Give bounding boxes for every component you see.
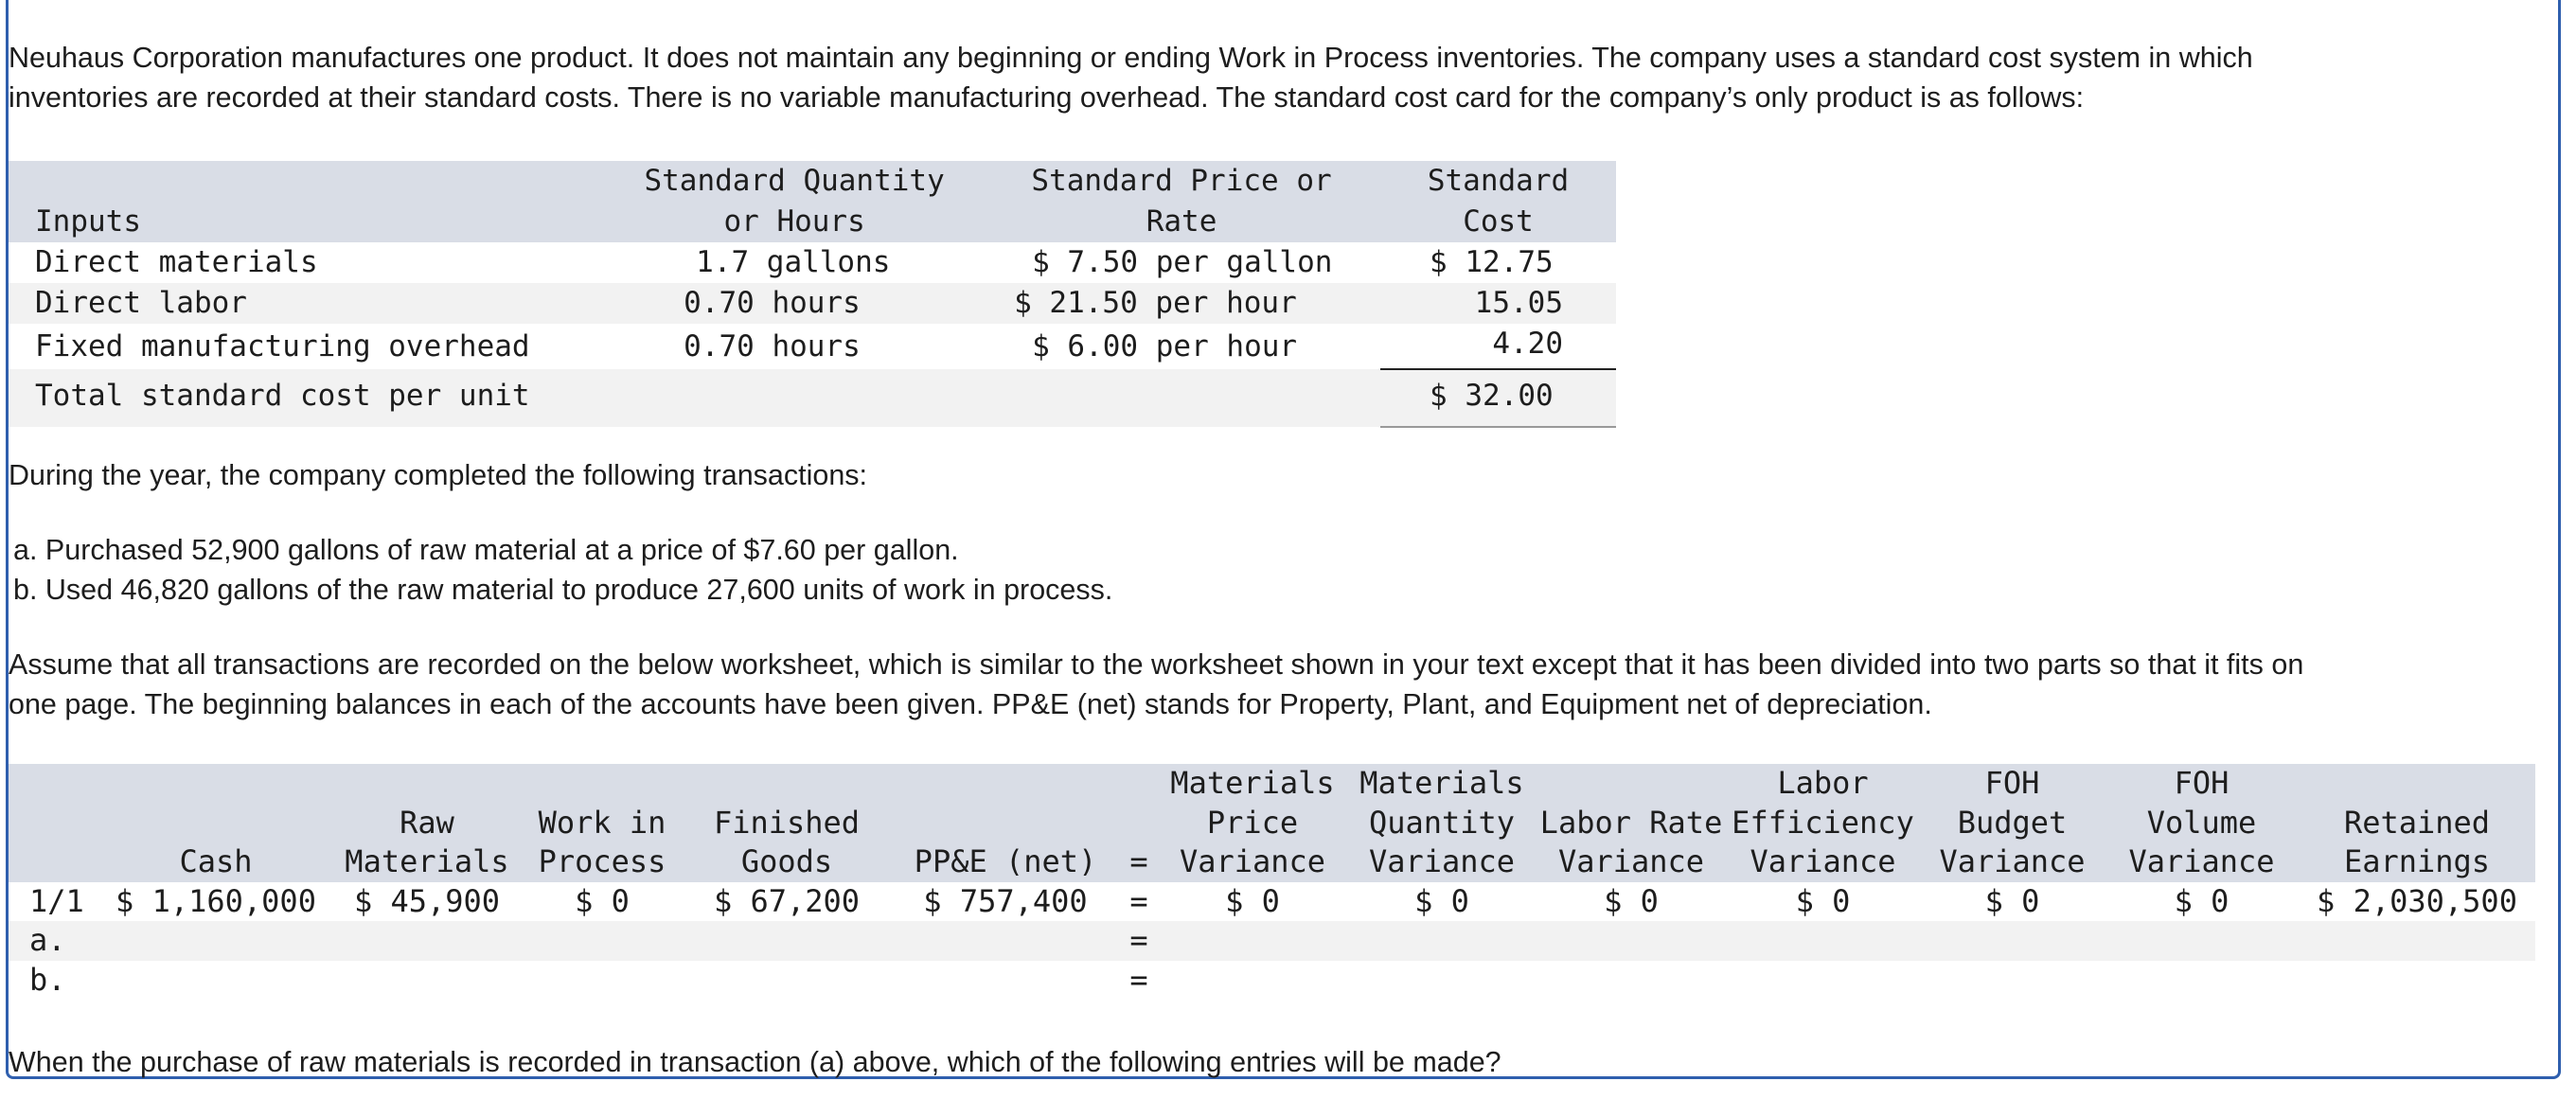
total-empty-qty xyxy=(606,369,983,427)
row-label: a. xyxy=(29,922,66,958)
header-foh-budget-variance xyxy=(1920,764,2105,882)
header-line: FOH xyxy=(1984,765,2040,801)
cell-work-in-process xyxy=(522,921,683,961)
cost-row-direct-materials xyxy=(9,242,1616,283)
cost-row-input: Direct labor xyxy=(35,286,247,320)
header-equals xyxy=(1120,764,1158,882)
header-line: Variance xyxy=(1557,843,1705,879)
header-foh-volume-variance xyxy=(2105,764,2299,882)
cost-row-price: $ 21.50 per hour xyxy=(1014,286,1297,320)
header-line: Labor Rate xyxy=(1539,804,1723,841)
header-line: Price xyxy=(1206,804,1299,841)
cost-row-cost: 4.20 xyxy=(1492,327,1563,361)
header-line: Variance xyxy=(1179,843,1326,879)
standard-cost-card-table xyxy=(9,161,1616,428)
header-inputs: Inputs xyxy=(35,204,141,239)
cell-equals: = xyxy=(1129,922,1148,958)
cell-labor-rate-variance xyxy=(1537,921,1726,961)
header-line: Labor xyxy=(1777,765,1869,801)
cell-work-in-process: $ 0 xyxy=(575,882,630,919)
total-cost: $ 32.00 xyxy=(1380,369,1616,427)
header-standard-price: Standard Price or Rate xyxy=(1031,164,1332,239)
cell-equals: = xyxy=(1129,882,1148,919)
header-standard-cost: Standard Cost xyxy=(1427,164,1570,239)
cell-materials-price-variance xyxy=(1158,921,1347,961)
cost-row-price: $ 6.00 per hour xyxy=(1032,328,1298,363)
cell-materials-quantity-variance xyxy=(1347,921,1537,961)
cell-ppe-net: $ 757,400 xyxy=(923,882,1088,919)
header-line: Process xyxy=(538,843,666,879)
header-line: Goods xyxy=(740,843,833,879)
cost-row-cost: 15.05 xyxy=(1474,286,1563,320)
question-text: When the purchase of raw materials is recorded in transaction (a) above, which of the following entries will be made? xyxy=(9,1046,1501,1078)
header-line: Variance xyxy=(1750,843,1896,879)
cell-raw-materials xyxy=(332,921,522,961)
total-label: Total standard cost per unit xyxy=(35,379,530,413)
total-empty-price xyxy=(983,369,1380,427)
header-line: Finished xyxy=(713,804,861,841)
worksheet-row xyxy=(9,961,2535,1001)
cell-finished-goods xyxy=(683,921,891,961)
assume-paragraph xyxy=(9,645,2303,724)
cell-cash: $ 1,160,000 xyxy=(115,882,316,919)
cell-foh-budget-variance xyxy=(1920,961,2105,1001)
transaction-a: a. Purchased 52,900 gallons of raw material at a price of $7.60 per gallon. xyxy=(13,534,959,566)
cost-row-qty: 1.7 gallons xyxy=(696,245,891,279)
header-line: Retained xyxy=(2343,804,2491,841)
intro-line-2: inventories are recorded at their standard costs. There is no variable manufacturing overhead. The standard cost card for the company’s only product is as follows: xyxy=(9,81,2085,114)
header-finished-goods xyxy=(683,764,891,882)
cell-materials-quantity-variance xyxy=(1347,961,1537,1001)
cost-row-fixed-overhead xyxy=(9,324,1616,369)
cell-ppe-net xyxy=(891,921,1120,961)
cell-finished-goods: $ 67,200 xyxy=(713,882,861,919)
cost-row-direct-labor xyxy=(9,283,1616,324)
cell-materials-price-variance: $ 0 xyxy=(1225,882,1280,919)
cell-materials-price-variance xyxy=(1158,961,1347,1001)
cell-raw-materials: $ 45,900 xyxy=(353,882,501,919)
cell-retained-earnings: $ 2,030,500 xyxy=(2317,882,2517,919)
header-line: Earnings xyxy=(2343,843,2491,879)
cell-cash xyxy=(99,961,332,1001)
header-label xyxy=(9,764,99,882)
header-materials-price-variance xyxy=(1158,764,1347,882)
header-line: Volume xyxy=(2146,804,2257,841)
cost-card-header-row xyxy=(9,161,1616,242)
cell-labor-efficiency-variance: $ 0 xyxy=(1795,882,1851,919)
cell-labor-efficiency-variance xyxy=(1726,961,1920,1001)
cell-labor-efficiency-variance xyxy=(1726,921,1920,961)
row-label: 1/1 xyxy=(29,882,84,919)
transaction-b: b. Used 46,820 gallons of the raw material to produce 27,600 units of work in process. xyxy=(13,574,1113,606)
header-raw-materials xyxy=(332,764,522,882)
header-work-in-process xyxy=(522,764,683,882)
intro-line-1: Neuhaus Corporation manufactures one product. It does not maintain any beginning or ending Work in Process inventories. The company uses a standard cost system in which xyxy=(9,42,2253,74)
header-line: Variance xyxy=(1368,843,1516,879)
header-line: Budget xyxy=(1957,804,2068,841)
cell-foh-budget-variance xyxy=(1920,921,2105,961)
cell-equals: = xyxy=(1129,961,1148,998)
header-line: Materials xyxy=(1359,765,1524,801)
header-line: Variance xyxy=(2128,843,2275,879)
header-line: Cash xyxy=(179,843,253,879)
worksheet-row xyxy=(9,921,2535,961)
row-label: b. xyxy=(29,961,66,998)
cell-foh-volume-variance xyxy=(2105,921,2299,961)
cell-foh-budget-variance: $ 0 xyxy=(1984,882,2040,919)
header-retained-earnings xyxy=(2299,764,2535,882)
header-line: FOH xyxy=(2174,765,2230,801)
worksheet-header-row xyxy=(9,764,2535,882)
header-cash xyxy=(99,764,332,882)
cell-cash xyxy=(99,921,332,961)
header-labor-rate-variance xyxy=(1537,764,1726,882)
header-labor-efficiency-variance xyxy=(1726,764,1920,882)
header-line: Efficiency xyxy=(1732,804,1914,841)
header-line: Work in xyxy=(538,804,666,841)
cell-ppe-net xyxy=(891,961,1120,1001)
cost-row-input: Fixed manufacturing overhead xyxy=(35,328,530,363)
header-line: PP&E (net) xyxy=(914,843,1097,879)
cell-work-in-process xyxy=(522,961,683,1001)
header-line: Quantity xyxy=(1368,804,1516,841)
cell-raw-materials xyxy=(332,961,522,1001)
transactions-intro: During the year, the company completed the following transactions: xyxy=(9,459,868,491)
header-line: Materials xyxy=(1170,765,1335,801)
transactions-list xyxy=(13,530,1112,610)
cost-row-qty: 0.70 hours xyxy=(684,328,861,363)
header-line: Materials xyxy=(345,843,509,879)
cell-foh-volume-variance xyxy=(2105,961,2299,1001)
cost-row-price: $ 7.50 per gallon xyxy=(1032,245,1333,279)
cost-row-cost: $ 12.75 xyxy=(1430,245,1554,279)
cell-retained-earnings xyxy=(2299,961,2535,1001)
header-ppe-net xyxy=(891,764,1120,882)
cost-row-total xyxy=(9,369,1616,427)
header-line: Raw xyxy=(400,804,454,841)
assume-line-2: one page. The beginning balances in each of the accounts have been given. PP&E (net) stands for Property, Plant, and Equipment net of depreciation. xyxy=(9,688,1932,720)
cost-row-qty: 0.70 hours xyxy=(684,286,861,320)
cell-finished-goods xyxy=(683,961,891,1001)
worksheet-table xyxy=(9,764,2535,1000)
worksheet-body xyxy=(9,882,2535,1001)
cell-retained-earnings xyxy=(2299,921,2535,961)
header-line: = xyxy=(1129,843,1148,879)
worksheet-row xyxy=(9,882,2535,922)
cell-foh-volume-variance: $ 0 xyxy=(2174,882,2230,919)
cell-labor-rate-variance: $ 0 xyxy=(1604,882,1659,919)
assume-line-1: Assume that all transactions are recorded on the below worksheet, which is similar to the worksheet shown in your text except that it has been divided into two parts so that it fits on xyxy=(9,648,2304,681)
cost-row-input: Direct materials xyxy=(35,245,318,279)
header-line: Variance xyxy=(1939,843,2086,879)
header-materials-quantity-variance xyxy=(1347,764,1537,882)
intro-paragraph xyxy=(9,38,2253,117)
header-standard-quantity: Standard Quantity or Hours xyxy=(644,164,945,239)
cell-labor-rate-variance xyxy=(1537,961,1726,1001)
cell-materials-quantity-variance: $ 0 xyxy=(1414,882,1469,919)
